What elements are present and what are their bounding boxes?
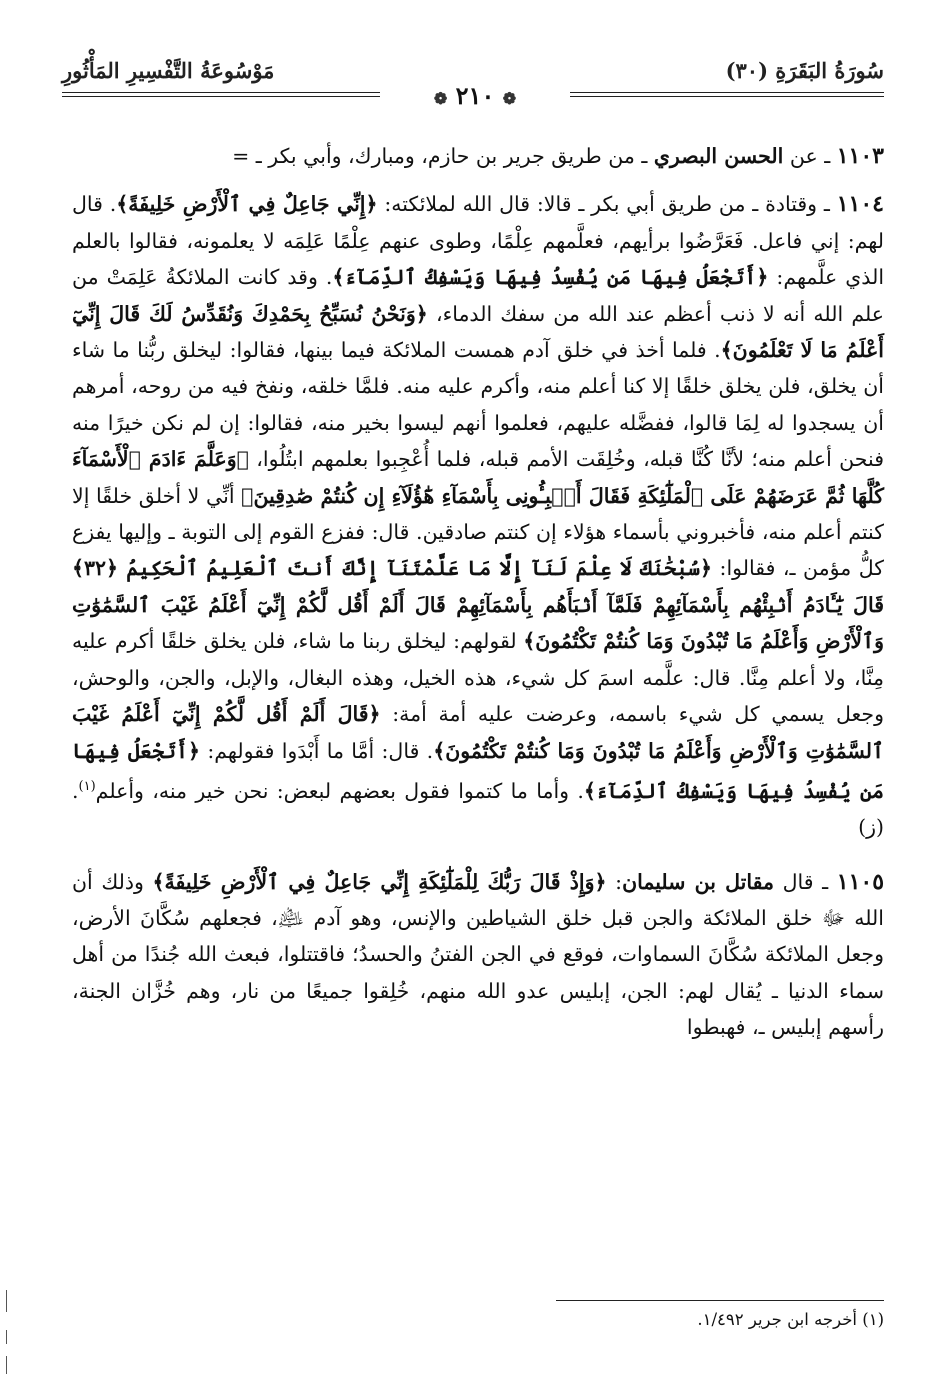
narrator-name: الحسن البصري	[653, 144, 784, 168]
entry-number: ١١٠٣	[836, 143, 884, 169]
text-segment: . وأما ما كتموا فقول بعضهم لبعض: نحن خير منه، وأعلم	[95, 778, 584, 803]
text-segment: لقولهم: ليخلق ربنا ما شاء، فلن يخلق خلقًا أكرم عليه مِنَّا، ولا أعلم مِنَّا. قال: علَّمه اسمَ كل شيء، هذه الخيل، وهذه البغال، والإبل، والجن، والوحش، وجعل يسمي كل شيء باسمه، وعرضت عليه أمة أمة:	[72, 629, 884, 727]
ornament-icon: ❁	[502, 89, 517, 108]
paragraph-1105	[72, 864, 884, 1046]
text-segment: وذلك أن الله ﷻ خلق الملائكة والجن قبل خلق الشياطين والإنس، وهو آدم ﵇، فجعلهم سُكَّانَ الأرض، وجعل الملائكة سُكَّانَ السماوات، فوقع في الجن الفتنُ والحسدُ؛ فاقتتلوا، فبعث الله جُندًا من أهل سماء الدنيا ـ يُقال لهم: الجن، إبليس عدو الله منهم، خُلِقوا جميعًا من نار، وهم خُزَّان الجنة، رأسهم إبليس ـ، فهبطوا	[72, 869, 884, 1040]
quran-verse: ﴿وَإِذْ قَالَ رَبُّكَ لِلْمَلَٰٓئِكَةِ إِنِّي جَاعِلٌ فِي ٱلْأَرْضِ خَلِيفَةً﴾	[152, 869, 607, 894]
footnote-reference[interactable]: (١)	[78, 778, 96, 794]
text-segment: :	[606, 869, 623, 894]
text-segment: . فلما أخذ في خلق آدم همست الملائكة فيما بينها، فقالوا: ليخلق ربُّنا ما شاء أن يخلق، فلن يخلق خلقًا إلا كنا أعلم منه، وأكرم عليه منه. فلمَّا خلقه، ونفخ فيه من روحه، أمرهم أن يسجدوا له لِمَا قالوا، ففضَّله عليهم، فعلموا أنهم ليسوا بخير منه، فقالوا: إن لم نكن خيرًا منه فنحن أعلم منه؛ لأنَّا كُنَّا قبله، وخُلِقَت الأمم قبله، فلما أُعْجِبوا بعلمهم ابتُلُوا،	[72, 338, 885, 472]
text-segment: ـ وقتادة ـ من طريق أبي بكر ـ قالا: قال الله لملائكته:	[377, 192, 837, 217]
paragraph-1104	[72, 186, 884, 845]
text-segment: . قال: أمَّا ما أَبْدَوا فقولهم:	[200, 738, 434, 763]
narrator-name: مقاتل بن سليمان	[622, 869, 774, 894]
footnote-rule	[556, 1300, 884, 1301]
text-segment: أنِّي لا أخلق خلقًا إلا كنتم أعلم منه، فأخبروني بأسماء هؤلاء إن كنتم صادقين. قال: ففزع القوم إلى التوبة ـ وإليها يفزع كلُّ مؤمن ـ، فقالوا:	[72, 483, 885, 581]
paragraph-1103	[72, 138, 884, 174]
text-segment: . وقد كانت الملائكةُ عَلِمَتْ من علم الله أنه لا ذنب أعظم عند الله من سفك الدماء،	[72, 265, 884, 326]
ornament-icon: ❁	[433, 89, 448, 108]
quran-verse: ﴿أَتَجْعَلُ فِيهَا مَن يُفْسِدُ فِيهَا وَيَسْفِكُ ٱلدِّمَآءَ﴾	[332, 265, 769, 290]
text-segment: . قال لهم: إني فاعل. فَعَرَّضُوا برأيهم، فعلَّمهم عِلْمًا، وطوى عنهم عِلْمًا عَلِمَه لا يعلمونه، فقالوا بالعلم الذي علَّمهم:	[72, 192, 885, 290]
scan-edge-mark	[6, 1330, 7, 1344]
quran-verse: ﴿أَتَجْعَلُ فِيهَا مَن يُفْسِدُ فِيهَا وَيَسْفِكُ ٱلدِّمَآءَ﴾	[72, 738, 884, 803]
quran-verse: ﴿إِنِّي جَاعِلٌ فِي ٱلْأَرْضِ خَلِيفَةً﴾	[116, 192, 378, 217]
scan-edge-mark	[6, 1290, 7, 1312]
quran-verse: ﴿وَعَلَّمَ ءَادَمَ ٱلْأَسْمَآءَ كُلَّهَا ثُمَّ عَرَضَهُمْ عَلَى ٱلْمَلَٰٓئِكَةِ فَقَالَ أَنۢبِـُٔونِى بِأَسْمَآءِ هَٰٓؤُلَآءِ إِن كُنتُمْ صَٰدِقِينَ﴾	[72, 447, 884, 508]
text-segment: ـ قال	[773, 869, 837, 894]
text-segment: . (ز)	[72, 778, 884, 840]
entry-number: ١١٠٤	[836, 191, 884, 218]
footnote: (١) أخرجه ابن جرير ١/٤٩٢.	[697, 1310, 884, 1329]
book-title: مَوْسُوعَةُ التَّفْسِيرِ المَأْثُورِ	[62, 58, 275, 83]
text-segment: ـ عن	[783, 144, 837, 168]
quran-verse: ﴿سُبْحَٰنَكَ لَا عِلْمَ لَنَآ إِلَّا مَا عَلَّمْتَنَآ إِنَّكَ أَنتَ ٱلْعَلِيمُ ٱلْحَكِيمُ ﴿٣٢﴾ قَالَ يَٰٓـَٔادَمُ أَنۢبِئْهُم بِأَسْمَآئِهِمْ فَلَمَّآ أَنۢبَأَهُم بِأَسْمَآئِهِمْ قَالَ أَلَمْ أَقُل لَّكُمْ إِنِّيٓ أَعْلَمُ غَيْبَ ٱلسَّمَٰوَٰتِ وَٱلْأَرْضِ وَأَعْلَمُ مَا تُبْدُونَ وَمَا كُنتُمْ تَكْتُمُونَ﴾	[72, 556, 884, 654]
text-segment: ـ من طريق جرير بن حازم، ومبارك، وأبي بكر ـ =	[232, 144, 654, 168]
quran-verse: ﴿وَنَحْنُ نُسَبِّحُ بِحَمْدِكَ وَنُقَدِّسُ لَكَ قَالَ إِنِّيٓ أَعْلَمُ مَا لَا تَعْلَمُونَ﴾	[72, 301, 884, 363]
quran-verse: ﴿قَالَ أَلَمْ أَقُل لَّكُمْ إِنِّيٓ أَعْلَمُ غَيْبَ ٱلسَّمَٰوَٰتِ وَٱلْأَرْضِ وَأَعْلَمُ مَا تُبْدُونَ وَمَا كُنتُمْ تَكْتُمُونَ﴾	[72, 702, 885, 763]
entry-number: ١١٠٥	[836, 868, 885, 895]
page-number-box	[380, 82, 570, 113]
scan-edge-mark	[6, 1356, 7, 1374]
page-number: ٢١٠	[455, 81, 495, 110]
surah-label: سُورَةُ البَقَرَةِ (٣٠)	[725, 58, 884, 83]
body-text	[72, 138, 884, 1046]
